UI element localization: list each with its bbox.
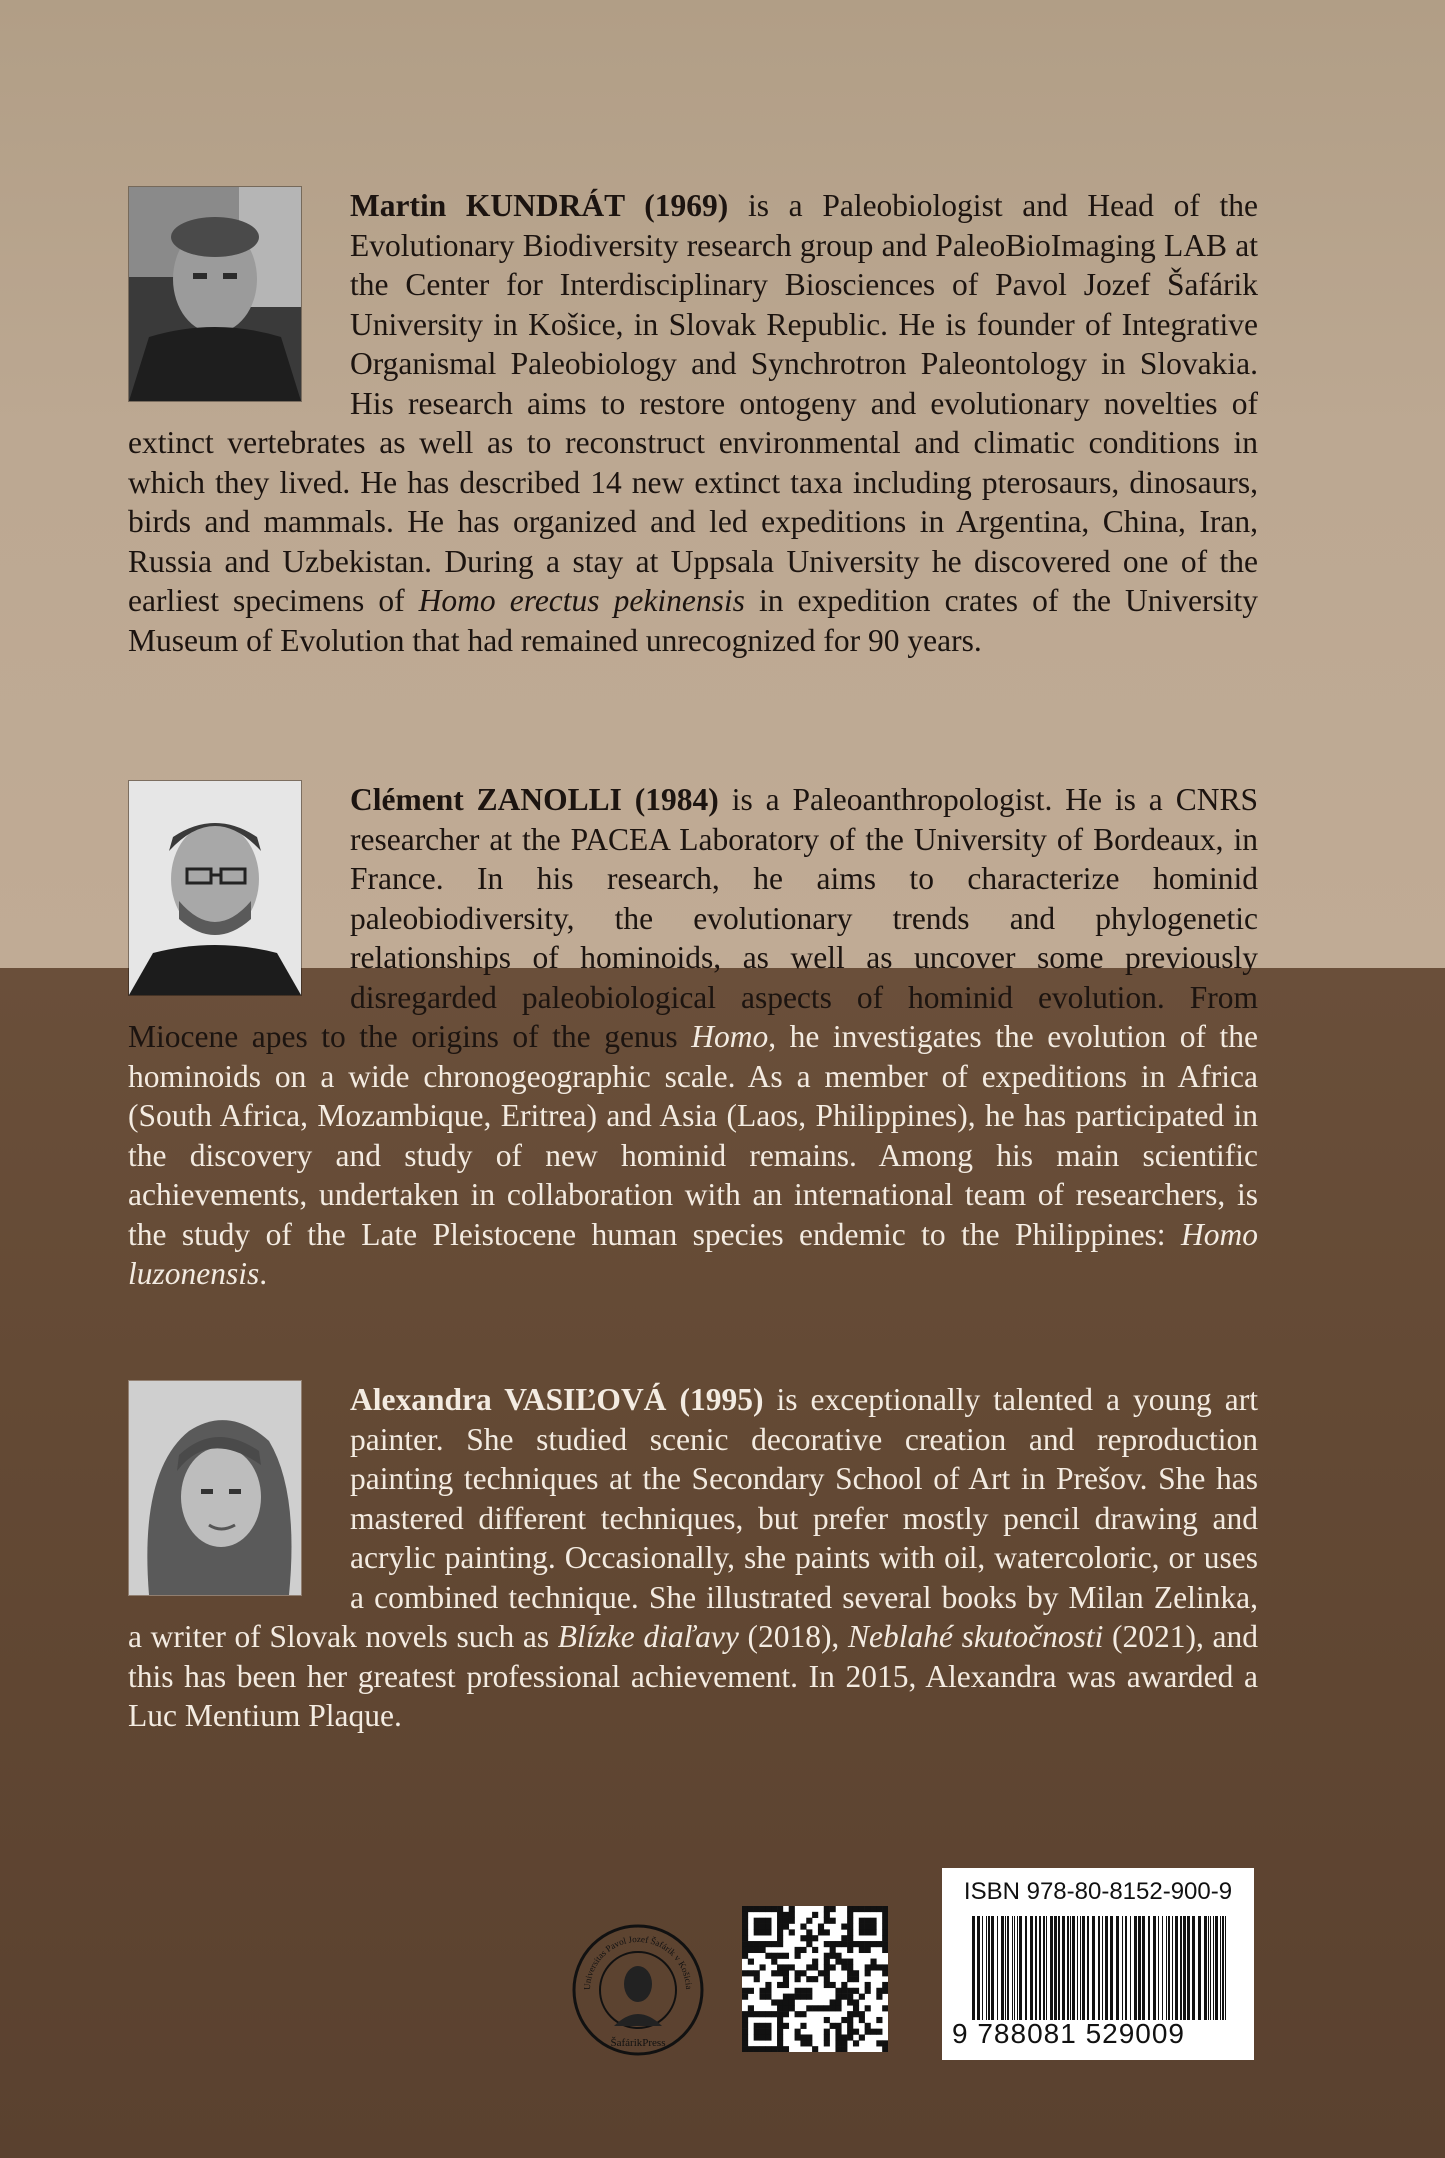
book-title: Blízke diaľavy [557,1619,739,1654]
author-photo [128,780,302,996]
bio-text: is a Paleoanthropologist. He is a CNRS researcher at the PACEA Laboratory of the University of Bordeaux, in France. In his research, he aims to characterize hominid paleobiodiversity, the evolutionary trends and phylogenetic relationships of hominoids, as well as uncover some previously disregarded paleobiological aspects of hominid evolution. From Miocene apes to the origins of the genus [128,782,1258,1054]
species-name: Homo erectus pekinensis [418,583,745,618]
barcode [970,1916,1232,2020]
bio-text: . [259,1256,268,1291]
author-photo [128,1380,302,1596]
author-bio-kundrat [128,186,1258,660]
publisher-brand: ŠafárikPress [610,2037,666,2049]
author-bio-zanolli [128,780,1258,1294]
author-photo [128,186,302,402]
author-name: Alexandra VASIĽOVÁ (1995) [350,1382,764,1417]
author-name: Martin KUNDRÁT (1969) [350,188,729,223]
isbn-barcode-box [942,1868,1254,2060]
publisher-logo [570,1922,706,2058]
bio-text: is exceptionally talented a young art painter. She studied scenic decorative creation and reproduction painting techniques at the Secondary School of Art in Prešov. She has mastered different techniques, but prefer mostly pencil drawing and acrylic painting. Occasionally, she paints with oil, watercoloric, or uses a combined technique. She illustrated several books by Milan Zelinka, a writer of Slovak novels such as [128,1382,1258,1654]
bio-text: in expedition crates of the University Museum of Evolution that had remained unrecognized for 90 years. [128,583,1258,658]
isbn-label: ISBN 978-80-8152-900-9 [963,1878,1233,1905]
qr-code[interactable] [742,1906,888,2052]
genus-name: Homo [691,1019,769,1054]
bio-text: , he investigates the evolution of the hominoids on a wide chronogeographic scale. As a member of expeditions in Africa (South Africa, Mozambique, Eritrea) and Asia (Laos, Philippines), he has participated in the discovery and study of new hominid remains. Among his main scientific achievements, undertaken in collaboration with an international team of researchers, is the study of the Late Pleistocene human species endemic to the Philippines: [128,1019,1259,1252]
book-title: Neblahé skutočnosti [847,1619,1104,1654]
author-name: Clément ZANOLLI (1984) [350,782,719,817]
bio-text: is a Paleobiologist and Head of the Evolutionary Biodiversity research group and PaleoBioImaging LAB at the Center for Interdisciplinary Biosciences of Pavol Jozef Šafárik University in Košice, in Slovak Republic. He is founder of Integrative Organismal Paleobiology and Synchrotron Paleontology in Slovakia. His research aims to restore ontogeny and evolutionary novelties of extinct vertebrates as well as to reconstruct environmental and climatic conditions in which they lived. He has described 14 new extinct taxa including pterosaurs, dinosaurs, birds and mammals. He has organized and led expeditions in Argentina, China, Iran, Russia and Uzbekistan. During a stay at Uppsala University he discovered one of the earliest specimens of [128,188,1258,618]
author-bio-vasilova [128,1380,1258,1736]
barcode-digits: 9 788081 529009 [952,2018,1185,2049]
bio-text: (2021), and this has been her greatest professional achievement. In 2015, Alexandra was awarded a Luc Mentium Plaque. [128,1619,1258,1733]
bio-text: (2018), [738,1619,848,1654]
publisher-seal-text: Universitas Pavol Jozef Šafárik v Košicia [581,1933,695,1991]
species-name: Homo luzonensis [128,1216,1258,1291]
